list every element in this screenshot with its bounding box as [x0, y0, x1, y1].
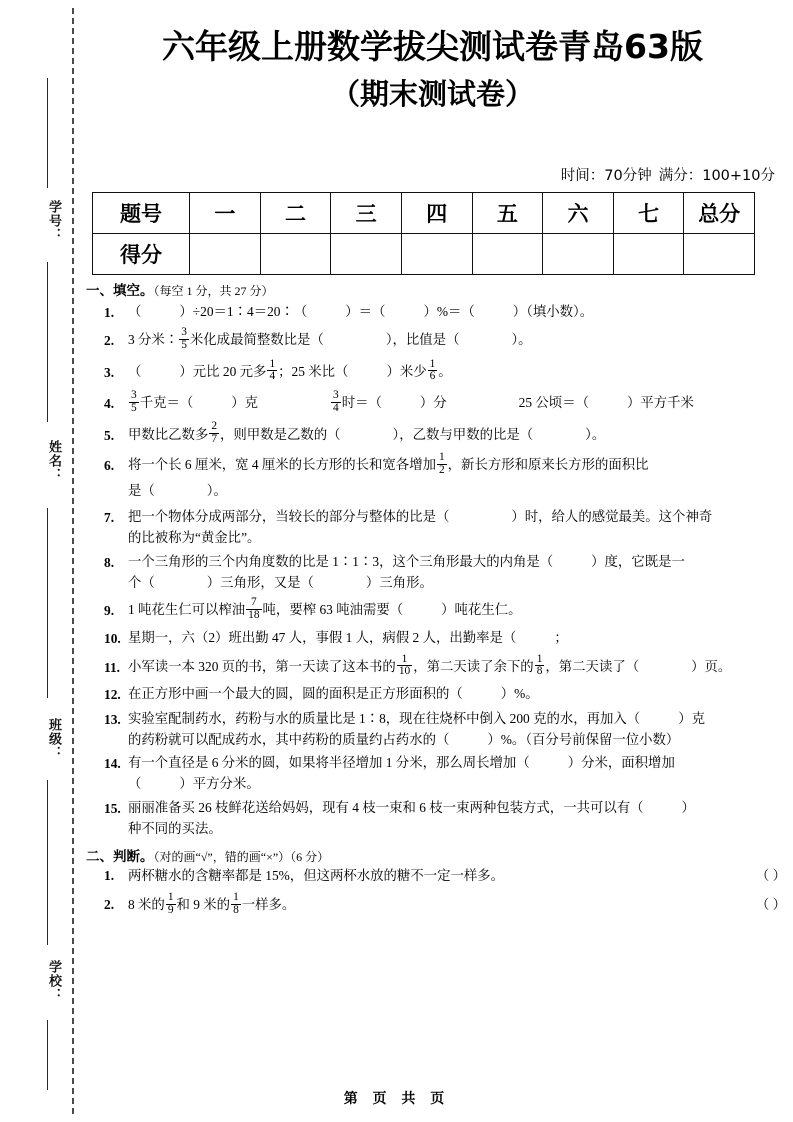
section-one-title: 一、填空。: [86, 283, 154, 298]
question-4-number: 4.: [104, 396, 115, 412]
score-cell-4[interactable]: [401, 234, 472, 275]
question-7: [86, 507, 786, 549]
table-row-scores: [93, 234, 755, 275]
fraction-1-4: $\frac{1}{4}$: [269, 357, 276, 383]
question-11: [86, 653, 786, 681]
score-cell-total[interactable]: [684, 234, 755, 275]
col-header-6: 六: [543, 193, 614, 234]
question-1-number: 1.: [104, 304, 115, 320]
col-header-2: 二: [260, 193, 331, 234]
fraction-1-10: $\frac{1}{10}$: [398, 652, 411, 678]
question-2-number: 2.: [104, 333, 115, 349]
question-6-number: 6.: [104, 458, 115, 474]
seal-line-segment-3: [47, 508, 48, 698]
question-11-number: 11.: [104, 659, 120, 675]
question-10-text: 星期一，六（2）班出勤 47 人，事假 1 人，病假 2 人，出勤率是（ ；: [128, 629, 568, 645]
score-cell-6[interactable]: [543, 234, 614, 275]
seal-line-segment-2: [47, 262, 48, 422]
question-8-number: 8.: [104, 554, 115, 570]
section-two-title: 二、判断。: [86, 848, 154, 864]
question-5-text: 甲数比乙数多 $\frac{2}{7}$ ，则甲数是乙数的（ ），乙数与甲数的比是（ ）。: [128, 420, 606, 446]
fold-dashed-line: [72, 8, 74, 1114]
row-header-question-number: 题号: [93, 193, 190, 234]
question-5-number: 5.: [104, 427, 115, 443]
page-footer: 第 页 共 页: [343, 1091, 450, 1107]
fraction-1-9: $\frac{1}{9}$: [167, 891, 174, 916]
score-cell-3[interactable]: [331, 234, 402, 275]
exam-meta: [561, 164, 775, 185]
page-subtitle: （期末测试卷）: [330, 76, 534, 111]
fraction-3-4-hour: $\frac{3}{4}$: [333, 389, 339, 414]
fraction-7-18: $\frac{7}{18}$: [248, 596, 260, 621]
question-5: [86, 421, 786, 449]
judge-question-2-answer-box[interactable]: （ ）: [755, 897, 786, 913]
question-2: [86, 326, 786, 354]
question-6: [86, 452, 786, 504]
col-header-3: 三: [331, 193, 402, 234]
margin-label-class: 班级：: [46, 718, 61, 760]
judge-question-1-number: 1.: [104, 868, 115, 884]
question-12-text: 在正方形中画一个最大的圆，圆的面积是正方形面积的（ ）%。: [128, 686, 539, 702]
question-15-number: 15.: [104, 801, 121, 817]
seal-line-segment-5: [47, 1020, 48, 1090]
col-header-7: 七: [613, 193, 684, 234]
score-cell-2[interactable]: [260, 234, 331, 275]
fraction-1-2: $\frac{1}{2}$: [438, 450, 445, 476]
question-12: [86, 684, 786, 706]
question-15: [86, 798, 786, 840]
page-title: 六年级上册数学拔尖测试卷青岛63版: [162, 27, 703, 66]
judge-question-2: [86, 892, 786, 919]
judge-question-1: [86, 869, 786, 882]
col-header-5: 五: [472, 193, 543, 234]
margin-label-name: 姓名：: [46, 440, 61, 482]
question-14-text: 有一个直径是 6 分米的圆，如果将半径增加 1 分米，那么周长增加（ ）分米，面积增加 （ ）平方分米。: [128, 755, 675, 792]
question-14: [86, 753, 786, 795]
question-9-text: 1 吨花生仁可以榨油 $\frac{7}{18}$ 吨，要榨 63 吨油需要（ ）吨花生仁。: [128, 596, 522, 621]
question-10-number: 10.: [104, 630, 121, 646]
question-8: [86, 552, 786, 594]
question-15-text: 丽丽准备买 26 枝鲜花送给妈妈，现有 4 枝一束和 6 枝一束两种包装方式，一共可以有（ ） 种不同的买法。: [128, 800, 695, 836]
section-one-note: （每空 1 分，共 27 分）: [153, 284, 274, 298]
question-4: [86, 389, 786, 417]
question-1: [86, 302, 786, 324]
question-3-number: 3.: [104, 364, 115, 380]
score-cell-1[interactable]: [190, 234, 261, 275]
question-11-text: 小军读一本 320 页的书，第一天读了这本书的 $\frac{1}{10}$ ，第二天读了余下的 $\frac{1}{8}$ ，第二天读了（ ）页。: [128, 652, 732, 678]
question-3: [86, 358, 786, 386]
judge-question-2-number: 2.: [104, 897, 115, 913]
time-label: 时间：70分钟: [560, 168, 652, 184]
col-header-1: 一: [190, 193, 261, 234]
margin-label-school: 学校：: [46, 960, 61, 1002]
section-heading-fill-in-blank: [86, 284, 786, 298]
score-cell-7[interactable]: [613, 234, 684, 275]
fraction-1-6: $\frac{1}{6}$: [429, 357, 436, 383]
question-1-text: （ ）÷20＝1∶4＝20∶（ ）＝（ ）%＝（ ）（填小数）。: [128, 303, 594, 319]
question-12-number: 12.: [104, 687, 121, 703]
question-9-number: 9.: [104, 603, 115, 619]
col-header-total: 总分: [684, 193, 755, 234]
question-6-text: 将一个长 6 厘米，宽 4 厘米的长方形的长和宽各增加 $\frac{1}{2}$ ，新长方形和原来长方形的面积比 是（ ）。: [128, 450, 649, 499]
judge-question-1-answer-box[interactable]: （ ）: [755, 868, 786, 884]
score-cell-5[interactable]: [472, 234, 543, 275]
question-8-text: 一个三角形的三个内角度数的比是 1∶1∶3，这个三角形最大的内角是（ ）度，它既是一 个（ ）三角形，又是（ ）三角形。: [128, 553, 685, 590]
question-9: [86, 596, 786, 624]
title-block: [90, 26, 775, 113]
question-7-text: 把一个物体分成两部分，当较长的部分与整体的比是（ ）时，给人的感觉最美。这个神奇 的比被称为“黄金比”。: [128, 509, 713, 546]
section-two-note: （对的画“√”，错的画“×”）（6 分）: [153, 849, 330, 864]
table-row-question-numbers: [93, 193, 755, 234]
exam-content: [86, 284, 786, 925]
question-10: [86, 628, 786, 650]
question-7-number: 7.: [104, 510, 115, 526]
question-4-text: $\frac{3}{5}$ 千克＝（ ）克 $\frac{3}{4}$ 时＝（ ）分 25 公顷＝（ ）平方千米: [131, 389, 694, 414]
question-3-text: （ ）元比 20 元多 $\frac{1}{4}$ ；25 米比（ ）米少 $\frac{1}{6}$ 。: [128, 357, 452, 383]
judge-question-1-text: 两杯糖水的含糖率都是 15%，但这两杯水放的糖不一定一样多。: [128, 868, 505, 884]
score-table: [92, 192, 755, 275]
judge-question-2-text: 8 米的 $\frac{1}{9}$ 和 9 米的 $\frac{1}{8}$ 一样多。: [128, 891, 296, 916]
question-13: [86, 709, 786, 751]
col-header-4: 四: [401, 193, 472, 234]
section-heading-true-false: [86, 850, 786, 864]
fraction-1-8: $\frac{1}{8}$: [536, 652, 543, 678]
full-score-label: 满分：100+10分: [658, 168, 775, 184]
question-13-text: 实验室配制药水，药粉与水的质量比是 1∶8，现在往烧杯中倒入 200 克的水，再加入（ ）克 的药粉就可以配成药水，其中药粉的质量约占药水的（ ）%。（百分号前保留一位小数）: [128, 710, 705, 747]
seal-line-segment-1: [47, 78, 48, 188]
fraction-3-5-kg: $\frac{3}{5}$: [131, 389, 137, 414]
margin-label-student-id: 学号：: [46, 200, 61, 242]
question-14-number: 14.: [104, 756, 121, 772]
question-2-text: 3 分米∶ $\frac{3}{5}$ 米化成最简整数比是（ ），比值是（ ）。: [128, 326, 532, 351]
fraction-2-7: $\frac{2}{7}$: [211, 420, 218, 446]
row-header-score: 得分: [93, 234, 190, 275]
fraction-3-5: $\frac{3}{5}$: [181, 326, 187, 351]
seal-line-segment-4: [47, 780, 48, 945]
question-13-number: 13.: [104, 711, 121, 727]
fraction-1-8-b: $\frac{1}{8}$: [233, 891, 239, 916]
